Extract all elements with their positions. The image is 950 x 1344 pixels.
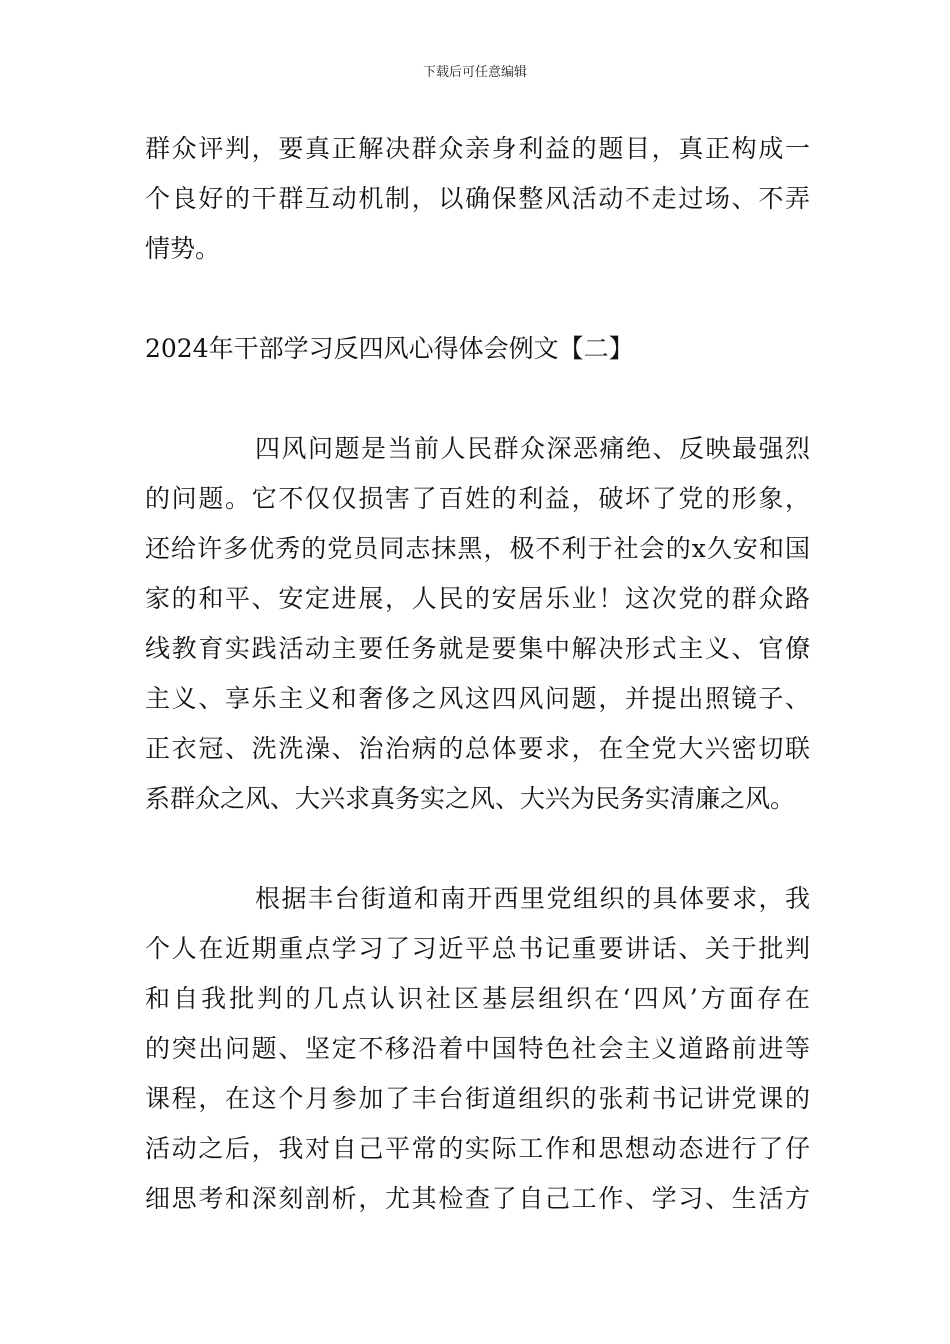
text-line: 个人在近期重点学习了习近平总书记重要讲话、关于批判: [145, 934, 810, 963]
text-line: 细思考和深刻剖析，尤其检查了自己工作、学习、生活方: [145, 1184, 810, 1213]
paragraph-1: [145, 124, 810, 274]
text-line: 正衣冠、洗洗澡、治治病的总体要求，在全党大兴密切联: [145, 734, 810, 763]
paragraph-2: [145, 424, 810, 824]
text-line: 情势。: [145, 234, 221, 263]
text-line: 的突出问题、坚定不移沿着中国特色社会主义道路前进等: [145, 1034, 810, 1063]
text-line: 的问题。它不仅仅损害了百姓的利益，破坏了党的形象，: [145, 484, 810, 513]
text-line: 还给许多优秀的党员同志抹黑，极不利于社会的x久安和国: [145, 534, 810, 563]
text-line: 线教育实践活动主要任务就是要集中解决形式主义、官僚: [145, 634, 810, 663]
section-heading: 2024年干部学习反四风心得体会例文【二】: [145, 334, 634, 363]
paragraph-3: [145, 874, 810, 1224]
text-line: 根据丰台街道和南开西里党组织的具体要求，我: [255, 884, 810, 913]
text-line: 课程，在这个月参加了丰台街道组织的张莉书记讲党课的: [145, 1084, 810, 1113]
text-line: 个良好的干群互动机制，以确保整风活动不走过场、不弄: [145, 184, 810, 213]
text-line: 群众评判，要真正解决群众亲身利益的题目，真正构成一: [145, 134, 810, 163]
paragraph-spacer: [145, 374, 810, 424]
text-line: 和自我批判的几点认识社区基层组织在‘四风’方面存在: [145, 984, 810, 1013]
text-line: 活动之后，我对自己平常的实际工作和思想动态进行了仔: [145, 1134, 810, 1163]
paragraph-spacer: [145, 824, 810, 874]
page-header: 下载后可任意编辑: [422, 65, 527, 80]
document-body: [145, 124, 810, 1224]
text-line: 主义、享乐主义和奢侈之风这四风问题，并提出照镜子、: [145, 684, 810, 713]
text-line: 系群众之风、大兴求真务实之风、大兴为民务实清廉之风。: [145, 784, 796, 813]
text-line: 家的和平、安定进展，人民的安居乐业！这次党的群众路: [145, 584, 810, 613]
text-line: 四风问题是当前人民群众深恶痛绝、反映最强烈: [255, 434, 810, 463]
paragraph-spacer: [145, 274, 810, 324]
